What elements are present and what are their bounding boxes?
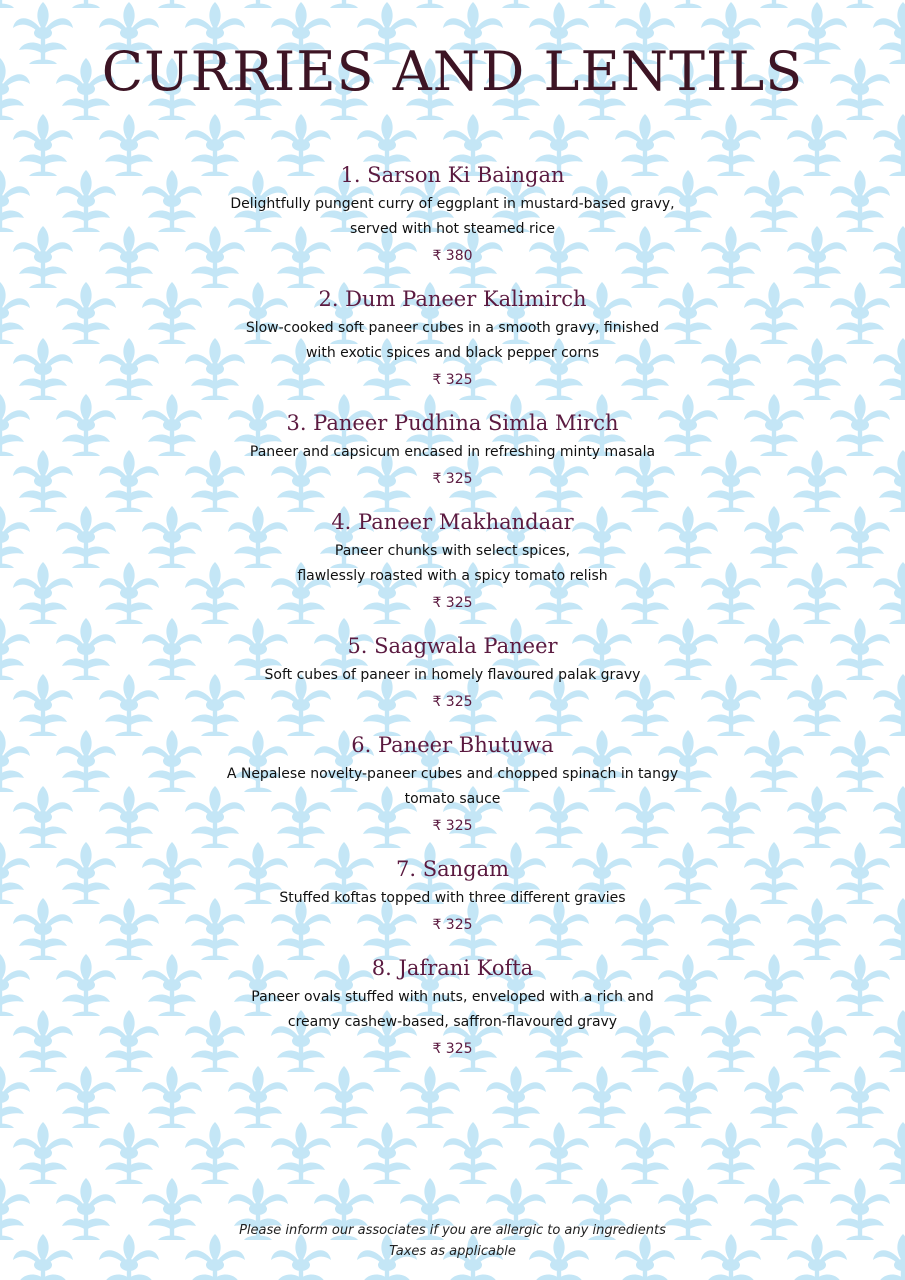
menu-item-name: 1. Sarson Ki Baingan	[340, 163, 565, 187]
footer-notes	[0, 1220, 905, 1262]
menu-item-name: 6. Paneer Bhutuwa	[351, 733, 554, 757]
menu-item-price: ₹ 325	[432, 1041, 473, 1057]
menu-item-name: 7. Sangam	[395, 857, 510, 881]
menu-item-name: 5. Saagwala Paneer	[347, 634, 558, 658]
menu-item	[0, 505, 905, 617]
menu-items	[0, 158, 905, 1063]
menu-item-price: ₹ 325	[432, 595, 473, 611]
menu-item-price: ₹ 325	[432, 694, 473, 710]
menu-item-name: 8. Jafrani Kofta	[371, 956, 534, 980]
menu-item-price: ₹ 325	[432, 372, 473, 388]
menu-item-price: ₹ 325	[432, 471, 473, 487]
tax-note: Taxes as applicable	[389, 1244, 516, 1259]
menu-item	[0, 951, 905, 1063]
menu-item	[0, 629, 905, 716]
menu-item-description: Slow-cooked soft paneer cubes in a smooth gravy, finished with exotic spices and black pepper corns	[245, 320, 660, 361]
menu-item-description: Delightfully pungent curry of eggplant in mustard-based gravy, served with hot steamed rice	[230, 196, 675, 237]
menu-item	[0, 282, 905, 394]
menu-item-price: ₹ 325	[432, 818, 473, 834]
allergy-note: Please inform our associates if you are allergic to any ingredients	[239, 1223, 666, 1238]
menu-item-description: Paneer and capsicum encased in refreshing minty masala	[249, 444, 656, 460]
menu-item-description: Paneer chunks with select spices, flawlessly roasted with a spicy tomato relish	[297, 543, 608, 584]
menu-item-name: 2. Dum Paneer Kalimirch	[318, 287, 587, 311]
menu-item-name: 3. Paneer Pudhina Simla Mirch	[286, 411, 619, 435]
menu-item-name: 4. Paneer Makhandaar	[331, 510, 574, 534]
menu-item	[0, 728, 905, 840]
menu-item-description: Soft cubes of paneer in homely flavoured palak gravy	[264, 667, 641, 683]
menu-item-description: Paneer ovals stuffed with nuts, enveloped with a rich and creamy cashew-based, saffron-flavoured gravy	[251, 989, 654, 1030]
menu-item-price: ₹ 380	[432, 248, 473, 264]
menu-item-description: A Nepalese novelty-paneer cubes and chopped spinach in tangy tomato sauce	[226, 766, 679, 807]
menu-item-price: ₹ 325	[432, 917, 473, 933]
menu-item-description: Stuffed koftas topped with three different gravies	[279, 890, 626, 906]
menu-item	[0, 852, 905, 939]
menu-item	[0, 158, 905, 270]
menu-item	[0, 406, 905, 493]
page-title: CURRIES AND LENTILS	[101, 40, 804, 103]
